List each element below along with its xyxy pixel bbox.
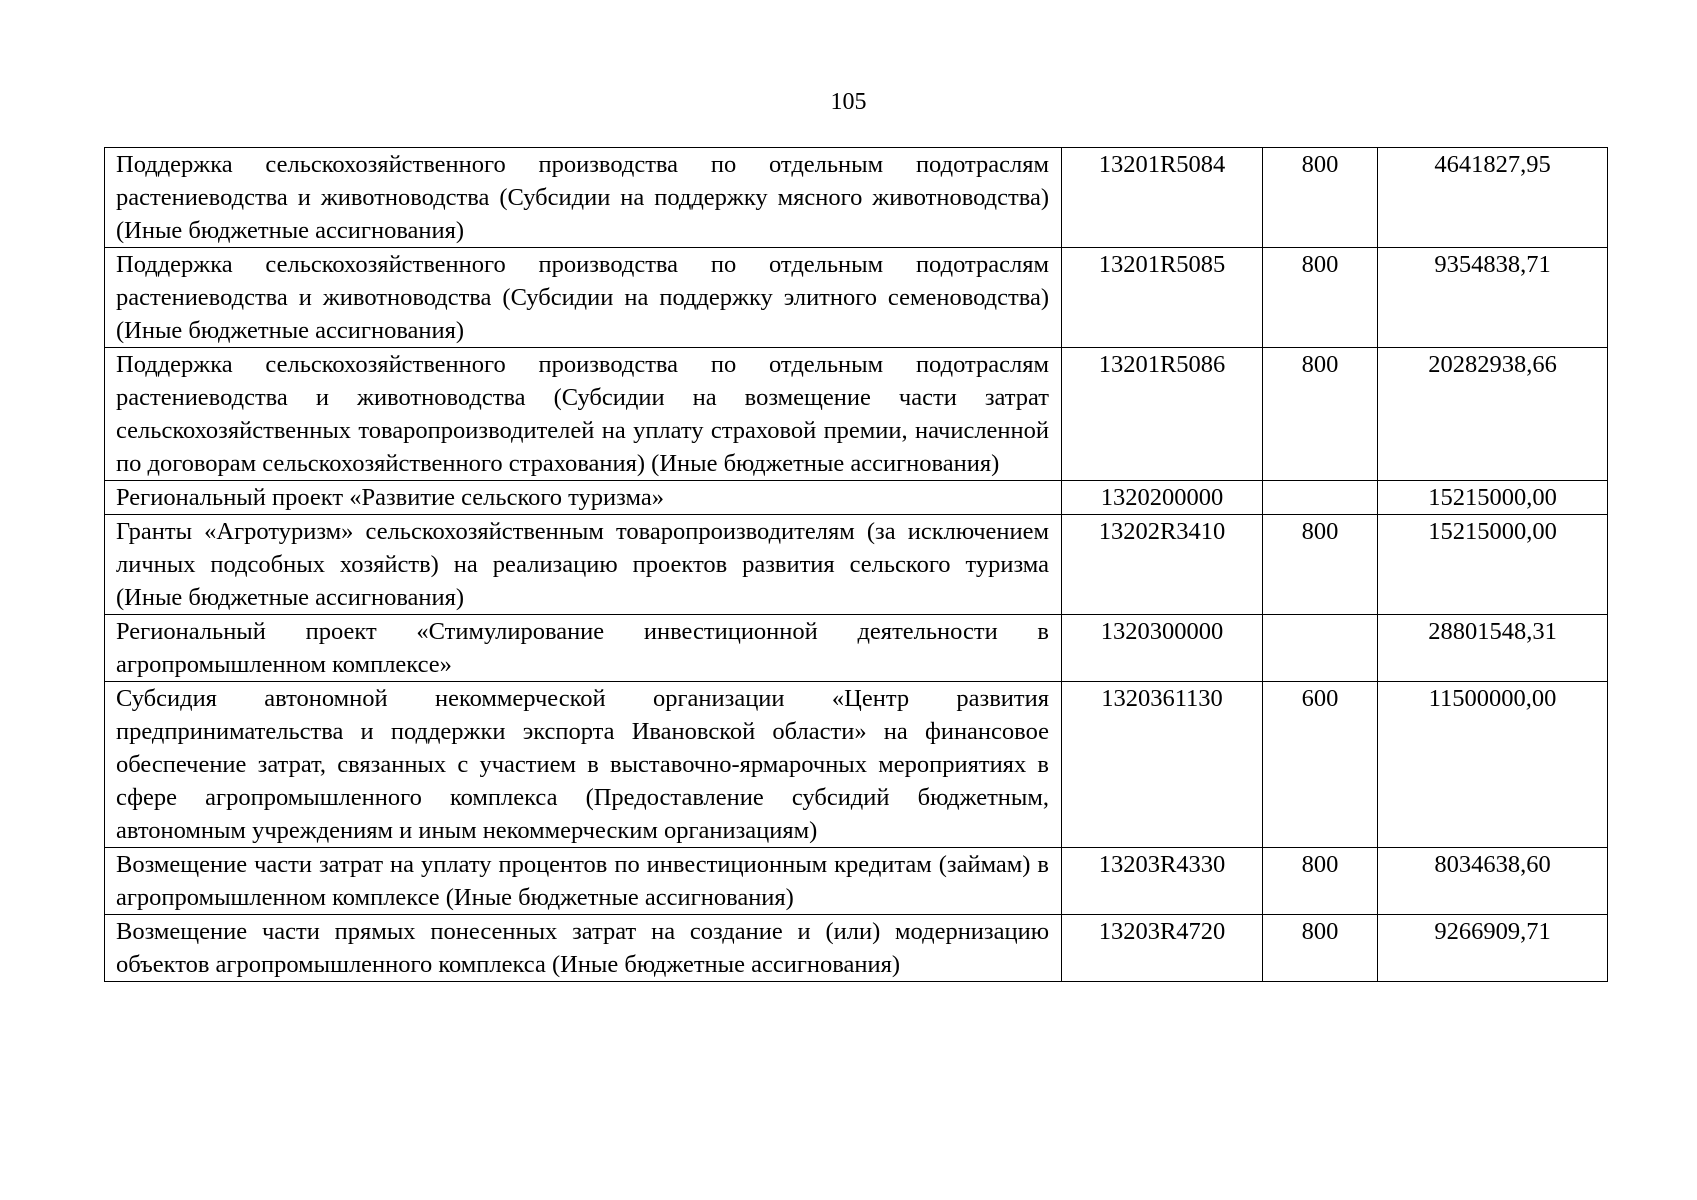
row-expense-type xyxy=(1263,615,1378,682)
row-target-code: 13203R4330 xyxy=(1062,848,1263,915)
row-target-code: 13202R3410 xyxy=(1062,515,1263,615)
row-description: Региональный проект «Развитие сельского туризма» xyxy=(105,481,1062,515)
budget-table xyxy=(104,147,1608,982)
row-description: Поддержка сельскохозяйственного производства по отдельным подотраслям растениеводства и животноводства (Субсидии на возмещение части затрат сельскохозяйственных товаропроизводителей на уплату страховой премии, начисленной по договорам сельскохозяйственного страхования) (Иные бюджетные ассигнования) xyxy=(105,348,1062,481)
row-description: Поддержка сельскохозяйственного производства по отдельным подотраслям растениеводства и животноводства (Субсидии на поддержку элитного семеноводства) (Иные бюджетные ассигнования) xyxy=(105,248,1062,348)
row-target-code: 13201R5084 xyxy=(1062,148,1263,248)
row-expense-type: 800 xyxy=(1263,848,1378,915)
row-amount: 11500000,00 xyxy=(1378,682,1608,848)
row-description: Возмещение части затрат на уплату процентов по инвестиционным кредитам (займам) в агропромышленном комплексе (Иные бюджетные ассигнования) xyxy=(105,848,1062,915)
row-expense-type: 800 xyxy=(1263,148,1378,248)
row-target-code: 1320361130 xyxy=(1062,682,1263,848)
table-row xyxy=(105,848,1608,915)
row-amount: 15215000,00 xyxy=(1378,481,1608,515)
table-row xyxy=(105,148,1608,248)
row-target-code: 1320300000 xyxy=(1062,615,1263,682)
row-target-code: 13201R5085 xyxy=(1062,248,1263,348)
table-row xyxy=(105,248,1608,348)
table-row xyxy=(105,515,1608,615)
row-description: Возмещение части прямых понесенных затрат на создание и (или) модернизацию объектов агропромышленного комплекса (Иные бюджетные ассигнования) xyxy=(105,915,1062,982)
table-row xyxy=(105,615,1608,682)
row-amount: 8034638,60 xyxy=(1378,848,1608,915)
table-row xyxy=(105,348,1608,481)
row-description: Субсидия автономной некоммерческой организации «Центр развития предпринимательства и поддержки экспорта Ивановской области» на финансовое обеспечение затрат, связанных с участием в выставочно-ярмарочных мероприятиях в сфере агропромышленного комплекса (Предоставление субсидий бюджетным, автономным учреждениям и иным некоммерческим организациям) xyxy=(105,682,1062,848)
row-expense-type: 600 xyxy=(1263,682,1378,848)
row-description: Поддержка сельскохозяйственного производства по отдельным подотраслям растениеводства и животноводства (Субсидии на поддержку мясного животноводства) (Иные бюджетные ассигнования) xyxy=(105,148,1062,248)
row-target-code: 13203R4720 xyxy=(1062,915,1263,982)
page-number: 105 xyxy=(830,89,867,115)
table-row xyxy=(105,915,1608,982)
row-amount: 15215000,00 xyxy=(1378,515,1608,615)
row-amount: 9354838,71 xyxy=(1378,248,1608,348)
row-expense-type: 800 xyxy=(1263,348,1378,481)
row-amount: 4641827,95 xyxy=(1378,148,1608,248)
row-expense-type: 800 xyxy=(1263,515,1378,615)
table-row xyxy=(105,481,1608,515)
row-description: Региональный проект «Стимулирование инвестиционной деятельности в агропромышленном комплексе» xyxy=(105,615,1062,682)
row-expense-type: 800 xyxy=(1263,248,1378,348)
row-target-code: 1320200000 xyxy=(1062,481,1263,515)
row-amount: 28801548,31 xyxy=(1378,615,1608,682)
row-description: Гранты «Агротуризм» сельскохозяйственным товаропроизводителям (за исключением личных подсобных хозяйств) на реализацию проектов развития сельского туризма (Иные бюджетные ассигнования) xyxy=(105,515,1062,615)
row-amount: 9266909,71 xyxy=(1378,915,1608,982)
row-amount: 20282938,66 xyxy=(1378,348,1608,481)
row-target-code: 13201R5086 xyxy=(1062,348,1263,481)
table-row xyxy=(105,682,1608,848)
row-expense-type xyxy=(1263,481,1378,515)
row-expense-type: 800 xyxy=(1263,915,1378,982)
